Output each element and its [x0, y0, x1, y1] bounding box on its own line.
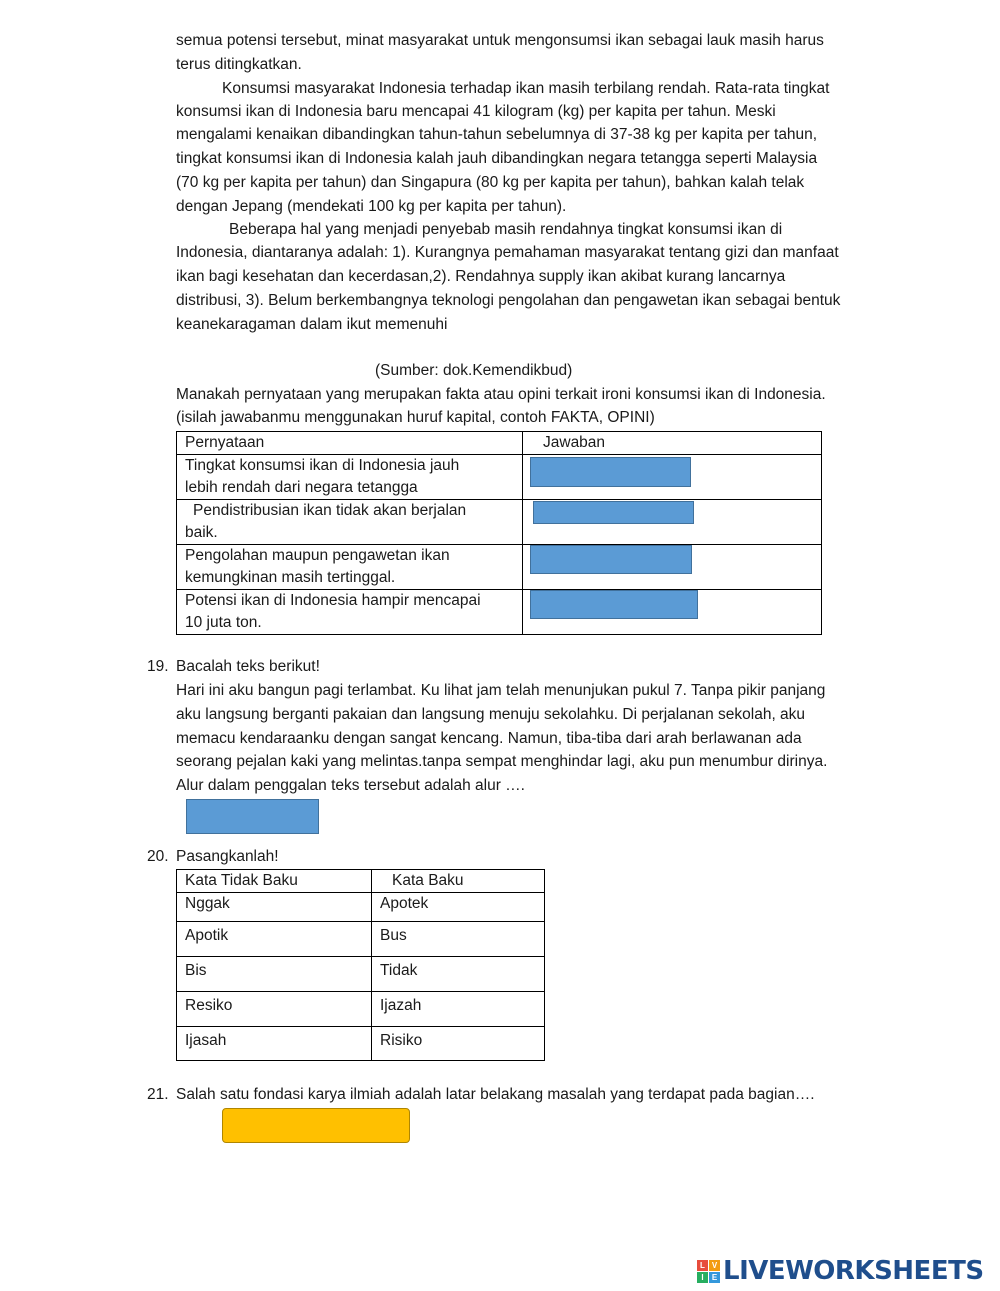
- passage-line: keanekaragaman dalam ikut memenuhi: [176, 316, 448, 333]
- table-row: [177, 992, 545, 1027]
- table-row: [177, 922, 545, 957]
- statement-line: lebih rendah dari negara tetangga: [185, 479, 418, 496]
- statement-line: kemungkinan masih tertinggal.: [185, 569, 396, 586]
- table-row: [177, 957, 545, 992]
- statement-line: Potensi ikan di Indonesia hampir mencapai: [185, 592, 481, 609]
- answer-input-3[interactable]: [530, 545, 692, 574]
- source-citation: (Sumber: dok.Kemendikbud): [375, 362, 573, 379]
- logo-letter: L: [697, 1260, 708, 1271]
- passage-line: konsumsi ikan di Indonesia baru mencapai 41 kilogram (kg) per kapita per tahun. Meski: [176, 103, 776, 120]
- table-row: [177, 455, 822, 500]
- statement-line: Pengolahan maupun pengawetan ikan: [185, 547, 450, 564]
- answer-input-4[interactable]: [530, 590, 698, 619]
- table-row: [177, 545, 822, 590]
- table-header-answer: Jawaban: [523, 432, 822, 455]
- question-21-answer-dropdown[interactable]: [222, 1108, 410, 1143]
- standard-word[interactable]: Tidak: [372, 957, 545, 992]
- statement-line: Pendistribusian ikan tidak akan berjalan: [193, 502, 467, 519]
- nonstandard-word[interactable]: Ijasah: [177, 1027, 372, 1061]
- q19-line: Hari ini aku bangun pagi terlambat. Ku lihat jam telah menunjukan pukul 7. Tanpa pikir panjang: [176, 682, 826, 699]
- table-row: [177, 893, 545, 922]
- question-21-number: 21.: [147, 1086, 169, 1103]
- question-19-number: 19.: [147, 658, 169, 675]
- standard-word[interactable]: Ijazah: [372, 992, 545, 1027]
- brand-name: LIVEWORKSHEETS: [723, 1256, 984, 1286]
- standard-word[interactable]: Risiko: [372, 1027, 545, 1061]
- passage-line: Beberapa hal yang menjadi penyebab masih rendahnya tingkat konsumsi ikan di: [229, 221, 783, 238]
- statement-line: 10 juta ton.: [185, 614, 262, 631]
- statement-line: Tingkat konsumsi ikan di Indonesia jauh: [185, 457, 460, 474]
- answer-input-1[interactable]: [530, 457, 691, 487]
- answer-input-2[interactable]: [533, 501, 694, 524]
- passage-line: dengan Jepang (mendekati 100 kg per kapita per tahun).: [176, 198, 567, 215]
- statement-line: baik.: [185, 524, 218, 541]
- liveworksheets-logo: [697, 1256, 984, 1286]
- standard-word[interactable]: Bus: [372, 922, 545, 957]
- q19-line: memacu kendaraanku dengan sangat kencang. Namun, tiba-tiba dari arah berlawanan ada: [176, 730, 802, 747]
- standard-word[interactable]: Apotek: [372, 893, 545, 922]
- fact-opinion-table: [176, 431, 822, 635]
- question-18-instruction: (isilah jawabanmu menggunakan huruf kapital, contoh FAKTA, OPINI): [176, 409, 655, 426]
- logo-letter: I: [697, 1272, 708, 1283]
- passage-line: terus ditingkatkan.: [176, 56, 302, 73]
- word-match-table: [176, 869, 545, 1061]
- question-19-title: Bacalah teks berikut!: [176, 658, 320, 675]
- q19-line: seorang pejalan kaki yang melintas.tanpa sempat menghindar lagi, aku pun menumbur dirinya.: [176, 753, 828, 770]
- passage-line: Konsumsi masyarakat Indonesia terhadap ikan masih terbilang rendah. Rata-rata tingkat: [222, 80, 830, 97]
- passage-line: ikan bagi kesehatan dan kecerdasan,2). Rendahnya supply ikan akibat kurang lancarnya: [176, 268, 786, 285]
- table-header-nonstandard: Kata Tidak Baku: [177, 870, 372, 893]
- question-18-text: Manakah pernyataan yang merupakan fakta atau opini terkait ironi konsumsi ikan di Indonesia.: [176, 386, 826, 403]
- passage-line: tingkat konsumsi ikan di Indonesia kalah jauh dibandingkan negara tetangga seperti Malaysia: [176, 150, 818, 167]
- nonstandard-word[interactable]: Resiko: [177, 992, 372, 1027]
- logo-mark: [709, 1260, 720, 1283]
- logo-letter: E: [709, 1272, 720, 1283]
- logo-mark: [697, 1260, 708, 1283]
- question-19-answer-input[interactable]: [186, 799, 319, 834]
- table-row: [177, 590, 822, 635]
- table-row: [177, 1027, 545, 1061]
- nonstandard-word[interactable]: Bis: [177, 957, 372, 992]
- table-header-standard: Kata Baku: [372, 870, 545, 893]
- question-20-title: Pasangkanlah!: [176, 848, 279, 865]
- passage-line: semua potensi tersebut, minat masyarakat untuk mengonsumsi ikan sebagai lauk masih harus: [176, 32, 824, 49]
- passage-line: distribusi, 3). Belum berkembangnya teknologi pengolahan dan pengawetan ikan sebagai bentuk: [176, 292, 841, 309]
- table-row: [177, 500, 822, 545]
- q19-line: aku langsung berganti pakaian dan langsung menuju sekolahku. Di perjalanan sekolah, aku: [176, 706, 806, 723]
- logo-letter: V: [709, 1260, 720, 1271]
- q19-line: Alur dalam penggalan teks tersebut adalah alur ….: [176, 777, 525, 794]
- passage-line: (70 kg per kapita per tahun) dan Singapura (80 kg per kapita per tahun), bahkan kalah telak: [176, 174, 805, 191]
- nonstandard-word[interactable]: Apotik: [177, 922, 372, 957]
- passage-line: Indonesia, diantaranya adalah: 1). Kurangnya pemahaman masyarakat tentang gizi dan manfaat: [176, 244, 839, 261]
- nonstandard-word[interactable]: Nggak: [177, 893, 372, 922]
- table-header-statement: Pernyataan: [177, 432, 523, 455]
- question-20-number: 20.: [147, 848, 169, 865]
- question-21-text: Salah satu fondasi karya ilmiah adalah latar belakang masalah yang terdapat pada bagian….: [176, 1086, 815, 1103]
- passage-line: mengalami kenaikan dibandingkan tahun-tahun sebelumnya di 37-38 kg per kapita per tahun,: [176, 126, 818, 143]
